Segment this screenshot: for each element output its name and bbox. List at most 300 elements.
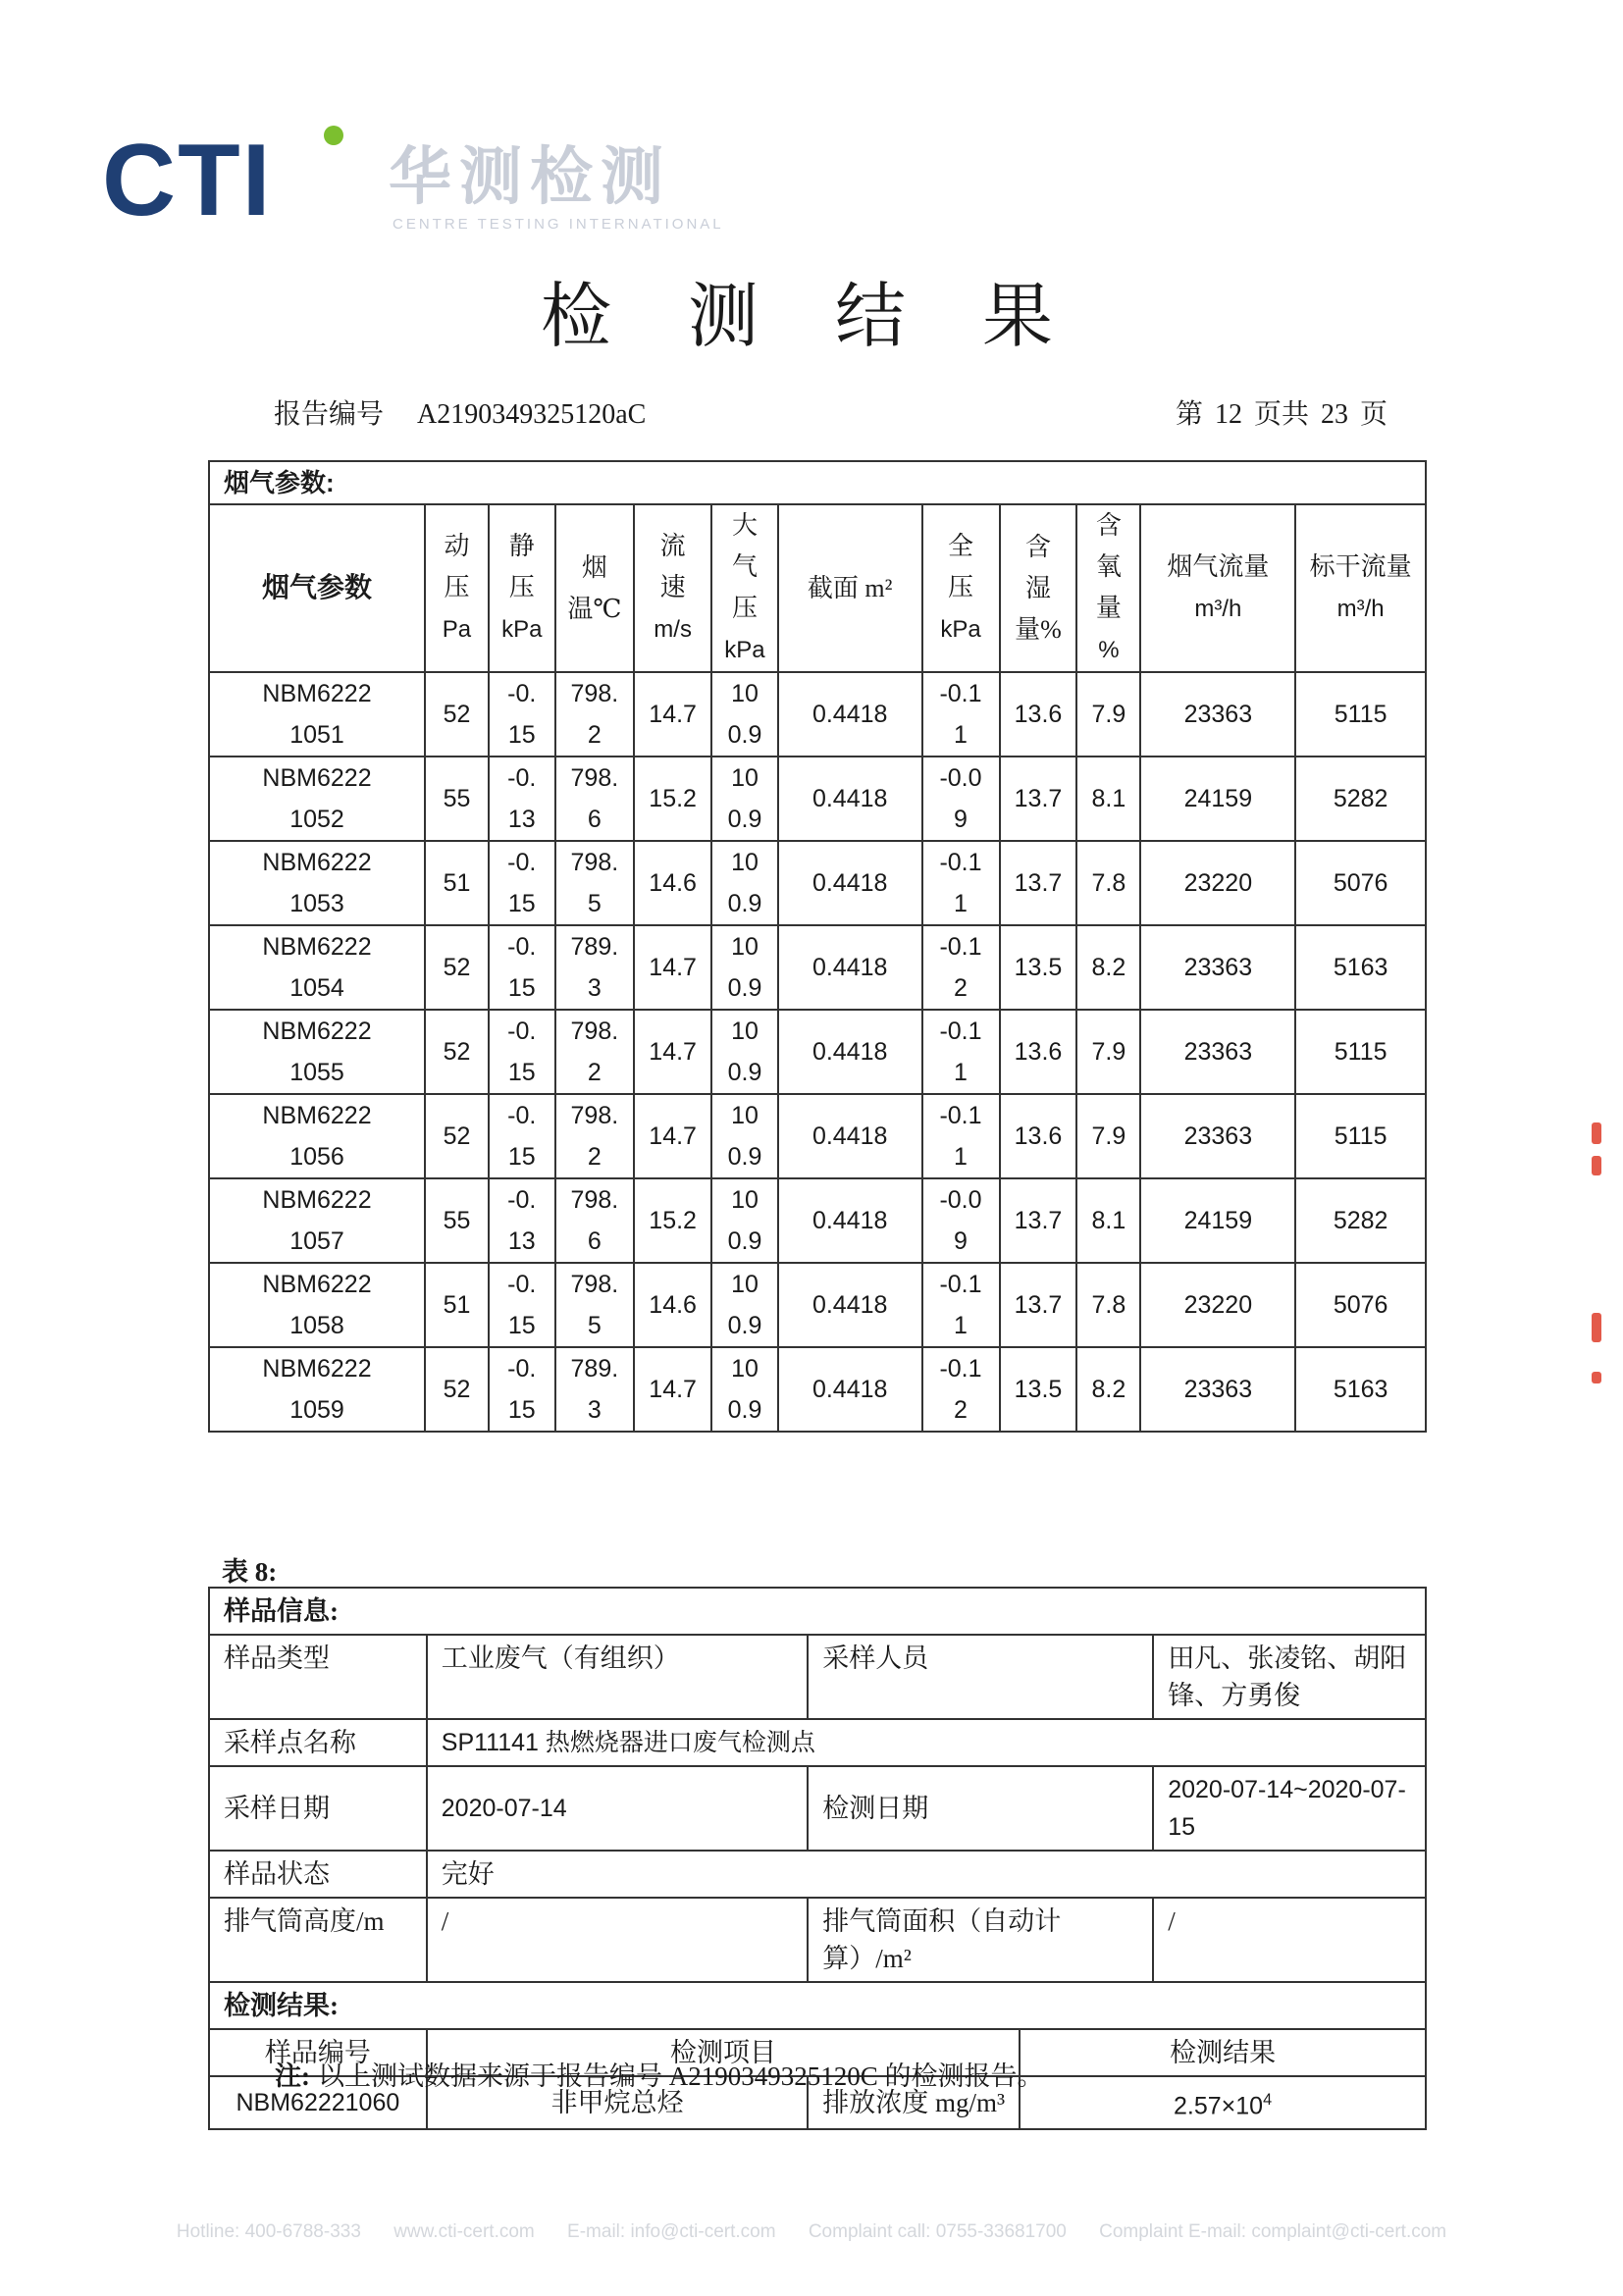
sample-state-row	[209, 1851, 1426, 1898]
col-header-temp	[555, 504, 635, 672]
cell-flow: 23363	[1140, 672, 1295, 757]
cell-temp	[555, 672, 635, 757]
cell-atm	[711, 1094, 778, 1178]
cell-humid: 13.6	[1000, 1094, 1077, 1178]
col-header-std	[1295, 504, 1426, 672]
page-number	[1170, 392, 1393, 432]
cell-id	[209, 757, 425, 841]
table-row	[209, 1347, 1426, 1432]
cell-text: 15	[507, 1312, 536, 1339]
cell-text: 6	[587, 1227, 602, 1255]
hdr-text: 烟	[581, 552, 607, 582]
cell-humid: 13.6	[1000, 1010, 1077, 1094]
cell-text: NBM6222	[262, 1186, 372, 1214]
seal-edge-mark	[1592, 1156, 1601, 1175]
sampler-value: 田凡、张凌铭、胡阳锋、方勇俊	[1153, 1635, 1426, 1719]
footer-email: E-mail: info@cti-cert.com	[567, 2221, 776, 2242]
cell-text: 10	[731, 1355, 759, 1383]
cell-text: 0.9	[727, 1143, 762, 1171]
cell-humid: 13.7	[1000, 1263, 1077, 1347]
cell-area: 0.4418	[778, 925, 922, 1010]
logo-english: CENTRE TESTING INTERNATIONAL	[393, 216, 724, 233]
page-title: 检 测 结 果	[540, 278, 1082, 356]
sampler-label: 采样人员	[808, 1635, 1153, 1719]
cell-dyn: 51	[425, 841, 489, 925]
hdr-unit: kPa	[940, 616, 981, 643]
cell-text: -0.	[507, 1271, 537, 1298]
hdr-unit: m³/h	[1194, 596, 1242, 622]
hdr-text: 压	[731, 594, 758, 622]
cell-stat	[489, 1347, 555, 1432]
table-row	[209, 672, 1426, 757]
cell-text: NBM6222	[262, 849, 372, 876]
hdr-text: 静	[508, 532, 535, 560]
cell-text: -0.	[507, 1018, 537, 1045]
cell-area: 0.4418	[778, 1094, 922, 1178]
cell-std: 5282	[1295, 757, 1426, 841]
cell-area: 0.4418	[778, 1263, 922, 1347]
hdr-text: 湿	[1024, 573, 1051, 602]
cell-id	[209, 1094, 425, 1178]
page-footer	[0, 2221, 1623, 2243]
sample-type-value: 工业废气（有组织）	[427, 1635, 809, 1719]
cell-text: NBM6222	[262, 1271, 372, 1298]
table8-label: 表 8:	[222, 1557, 278, 1587]
hdr-text: 动	[444, 532, 470, 560]
hdr-unit: kPa	[501, 616, 543, 643]
sample-type-row	[209, 1635, 1426, 1719]
cell-text: 15	[507, 890, 536, 917]
sample-state-value: 完好	[427, 1851, 1426, 1898]
cell-text: 15	[507, 1396, 536, 1424]
cell-atm	[711, 925, 778, 1010]
cell-id	[209, 1178, 425, 1263]
footer-complaint-email: Complaint E-mail: complaint@cti-cert.com	[1099, 2221, 1447, 2242]
cell-area: 0.4418	[778, 1010, 922, 1094]
cell-text: 1053	[289, 890, 344, 917]
cell-id	[209, 925, 425, 1010]
col-header-humid	[1000, 504, 1077, 672]
cell-std: 5163	[1295, 925, 1426, 1010]
cell-atm	[711, 757, 778, 841]
cell-text: 1059	[289, 1396, 344, 1424]
cell-text: 3	[587, 1396, 602, 1424]
cell-text: -0.	[507, 1102, 537, 1129]
cell-speed: 14.6	[634, 1263, 711, 1347]
cell-dyn: 55	[425, 757, 489, 841]
cell-atm	[711, 1010, 778, 1094]
col-header-name: 烟气参数	[209, 504, 425, 672]
footer-complaint-call: Complaint call: 0755-33681700	[808, 2221, 1067, 2242]
cell-speed: 14.7	[634, 925, 711, 1010]
stack-area-label: 排气筒面积（自动计算）/m²	[808, 1898, 1153, 1982]
page-suffix: 页	[1360, 399, 1388, 430]
hdr-unit: kPa	[724, 637, 765, 663]
sample-date-value: 2020-07-14	[427, 1766, 809, 1851]
cell-text: 15	[507, 721, 536, 749]
col-header-oxy	[1076, 504, 1140, 672]
hdr-text: 压	[508, 573, 535, 601]
cell-humid: 13.7	[1000, 841, 1077, 925]
cell-text: 2	[587, 1143, 602, 1171]
seal-edge-mark	[1592, 1313, 1601, 1342]
cell-text: 10	[731, 764, 759, 792]
cell-area: 0.4418	[778, 1347, 922, 1432]
cell-area: 0.4418	[778, 1178, 922, 1263]
cell-text: -0.0	[939, 1186, 982, 1214]
table-row	[209, 1178, 1426, 1263]
cell-text: 13	[507, 806, 536, 833]
cell-speed: 14.7	[634, 672, 711, 757]
cell-stat	[489, 925, 555, 1010]
cell-humid: 13.7	[1000, 1178, 1077, 1263]
cell-stat	[489, 1263, 555, 1347]
cell-text: 0.9	[727, 974, 762, 1002]
table-row	[209, 1010, 1426, 1094]
logo-dot-icon	[324, 126, 343, 145]
cell-flow: 24159	[1140, 1178, 1295, 1263]
cell-text: 1	[954, 1059, 968, 1086]
cell-atm	[711, 1347, 778, 1432]
cell-temp	[555, 1010, 635, 1094]
cell-flow: 23220	[1140, 841, 1295, 925]
footer-web: www.cti-cert.com	[393, 2221, 535, 2242]
cell-text: 798.	[570, 1271, 619, 1298]
cell-text: 5	[587, 890, 602, 917]
col-header-total	[922, 504, 1000, 672]
hdr-text: 压	[444, 573, 470, 601]
cell-text: 0.9	[727, 1396, 762, 1424]
cell-id	[209, 1263, 425, 1347]
stack-row	[209, 1898, 1426, 1982]
cell-text: 10	[731, 933, 759, 961]
cell-text: 3	[587, 974, 602, 1002]
cell-text: -0.	[507, 680, 537, 707]
cell-humid: 13.5	[1000, 1347, 1077, 1432]
cell-text: -0.1	[939, 849, 982, 876]
cell-text: 1	[954, 1312, 968, 1339]
cell-text: -0.	[507, 764, 537, 792]
col-header-area: 截面 m²	[778, 504, 922, 672]
cell-text: 1	[954, 1143, 968, 1171]
sample-point-value: SP11141 热燃烧器进口废气检测点	[427, 1719, 1426, 1766]
stack-area-value: /	[1153, 1898, 1426, 1982]
cell-text: 1058	[289, 1312, 344, 1339]
cell-text: -0.	[507, 1355, 537, 1383]
cell-text: 1054	[289, 974, 344, 1002]
logo-chinese: 华测检测	[389, 141, 671, 214]
cell-temp	[555, 1263, 635, 1347]
hdr-text: 量	[1095, 594, 1122, 622]
cell-text: NBM6222	[262, 1102, 372, 1129]
cell-text: 798.	[570, 1018, 619, 1045]
cell-text: 13	[507, 1227, 536, 1255]
sample-info-table	[208, 1587, 1427, 2130]
cell-text: 5	[587, 1312, 602, 1339]
cell-text: 15	[507, 1059, 536, 1086]
cell-id	[209, 841, 425, 925]
cell-text: 10	[731, 1186, 759, 1214]
cell-text: NBM6222	[262, 933, 372, 961]
result-value-base: 2.57×10	[1174, 2092, 1264, 2120]
hdr-unit: Pa	[442, 616, 472, 643]
cell-text: -0.0	[939, 764, 982, 792]
cell-stat	[489, 672, 555, 757]
page-total: 23	[1321, 399, 1349, 430]
hdr-text: 标干流量	[1309, 552, 1412, 581]
col-sample-no: 样品编号	[209, 2029, 427, 2076]
cell-flow: 23363	[1140, 1010, 1295, 1094]
sample-point-label: 采样点名称	[209, 1719, 427, 1766]
cell-atm	[711, 1263, 778, 1347]
cell-total	[922, 925, 1000, 1010]
report-number-label: 报告编号	[274, 399, 385, 430]
cell-dyn: 51	[425, 1263, 489, 1347]
table-row	[209, 841, 1426, 925]
cell-text: 2	[587, 721, 602, 749]
cell-text: -0.	[507, 1186, 537, 1214]
cell-text: 798.	[570, 680, 619, 707]
cell-temp	[555, 1178, 635, 1263]
cell-stat	[489, 841, 555, 925]
page-current: 12	[1215, 399, 1243, 430]
cell-text: 1052	[289, 806, 344, 833]
sample-point-row	[209, 1719, 1426, 1766]
hdr-text: 全	[948, 532, 974, 560]
sample-date-row	[209, 1766, 1426, 1851]
hdr-text: 含	[1024, 532, 1051, 561]
result-value	[1020, 2076, 1426, 2129]
stack-height-value: /	[427, 1898, 809, 1982]
cell-humid: 13.7	[1000, 757, 1077, 841]
cell-text: 0.9	[727, 721, 762, 749]
cell-text: 798.	[570, 1102, 619, 1129]
cell-text: -0.1	[939, 933, 982, 961]
hdr-unit: m³/h	[1336, 596, 1385, 622]
seal-edge-mark	[1592, 1372, 1601, 1383]
cell-text: 1057	[289, 1227, 344, 1255]
hdr-text: 烟气流量	[1167, 552, 1270, 581]
cell-text: 2	[587, 1059, 602, 1086]
cell-dyn: 52	[425, 1347, 489, 1432]
hdr-unit: %	[1098, 637, 1120, 663]
cell-speed: 14.7	[634, 1010, 711, 1094]
cell-text: NBM6222	[262, 764, 372, 792]
cell-stat	[489, 1178, 555, 1263]
cell-text: 10	[731, 849, 759, 876]
page-prefix: 第	[1176, 399, 1204, 430]
result-value-exp: 4	[1263, 2091, 1273, 2109]
cell-speed: 15.2	[634, 757, 711, 841]
stack-height-label: 排气筒高度/m	[209, 1898, 427, 1982]
cell-std: 5076	[1295, 1263, 1426, 1347]
col-header-speed	[634, 504, 711, 672]
hdr-text: 含	[1095, 511, 1122, 540]
cell-stat	[489, 1010, 555, 1094]
cell-atm	[711, 1178, 778, 1263]
cell-std: 5115	[1295, 1010, 1426, 1094]
cell-std: 5115	[1295, 1094, 1426, 1178]
sample-section-title: 样品信息:	[209, 1588, 1426, 1635]
cell-text: 10	[731, 1271, 759, 1298]
result-sample-no: NBM62221060	[209, 2076, 427, 2129]
cell-text: 1051	[289, 721, 344, 749]
col-header-stat	[489, 504, 555, 672]
cell-text: 798.	[570, 849, 619, 876]
cell-humid: 13.6	[1000, 672, 1077, 757]
cell-flow: 23363	[1140, 925, 1295, 1010]
footnote-label: 注:	[275, 2061, 310, 2091]
sample-state-label: 样品状态	[209, 1851, 427, 1898]
cell-total	[922, 1178, 1000, 1263]
cell-text: 789.	[570, 933, 619, 961]
cell-std: 5115	[1295, 672, 1426, 757]
cell-text: 0.9	[727, 1059, 762, 1086]
cell-text: -0.1	[939, 1018, 982, 1045]
cell-temp	[555, 925, 635, 1010]
cell-text: 1056	[289, 1143, 344, 1171]
cell-text: 10	[731, 1102, 759, 1129]
cell-text: 10	[731, 1018, 759, 1045]
hdr-text: 气	[731, 552, 758, 581]
logo-brand: CTI	[102, 124, 273, 237]
cell-oxy: 7.9	[1076, 1010, 1140, 1094]
cell-oxy: 8.2	[1076, 1347, 1140, 1432]
col-header-dyn	[425, 504, 489, 672]
cell-oxy: 8.1	[1076, 1178, 1140, 1263]
cell-id	[209, 672, 425, 757]
cell-text: 1	[954, 721, 968, 749]
cell-text: -0.1	[939, 1271, 982, 1298]
cell-text: 798.	[570, 1186, 619, 1214]
cell-speed: 14.7	[634, 1094, 711, 1178]
test-date-label: 检测日期	[808, 1766, 1153, 1851]
cell-total	[922, 757, 1000, 841]
cell-id	[209, 1347, 425, 1432]
cell-text: -0.1	[939, 680, 982, 707]
cell-oxy: 7.8	[1076, 841, 1140, 925]
cell-std: 5163	[1295, 1347, 1426, 1432]
col-header-flow	[1140, 504, 1295, 672]
cell-stat	[489, 1094, 555, 1178]
cell-std: 5076	[1295, 841, 1426, 925]
footnote-text: 以上测试数据来源于报告编号 A2190349325120C 的检测报告。	[318, 2061, 1044, 2091]
cell-total	[922, 1347, 1000, 1432]
cell-oxy: 8.2	[1076, 925, 1140, 1010]
cell-text: NBM6222	[262, 680, 372, 707]
flue-header-row	[209, 504, 1426, 672]
hdr-text: 温℃	[567, 594, 622, 623]
cell-std: 5282	[1295, 1178, 1426, 1263]
cell-text: 0.9	[727, 890, 762, 917]
cell-area: 0.4418	[778, 757, 922, 841]
cell-oxy: 7.9	[1076, 672, 1140, 757]
seal-edge-mark	[1592, 1122, 1601, 1144]
cell-dyn: 52	[425, 672, 489, 757]
col-test-item: 检测项目	[427, 2029, 1020, 2076]
cell-atm	[711, 841, 778, 925]
col-header-atm	[711, 504, 778, 672]
cell-dyn: 52	[425, 1094, 489, 1178]
cell-oxy: 7.8	[1076, 1263, 1140, 1347]
cell-text: 789.	[570, 1355, 619, 1383]
table-row	[209, 1094, 1426, 1178]
hdr-text: 量%	[1015, 614, 1062, 644]
report-number-value: A2190349325120aC	[417, 399, 647, 430]
page-mid: 页共	[1254, 399, 1310, 430]
hdr-unit: m/s	[654, 616, 692, 643]
table-row	[209, 925, 1426, 1010]
cell-atm	[711, 672, 778, 757]
cell-dyn: 55	[425, 1178, 489, 1263]
flue-gas-table	[208, 460, 1427, 1433]
cell-text: 15	[507, 974, 536, 1002]
cell-text: 1055	[289, 1059, 344, 1086]
cell-text: -0.	[507, 933, 537, 961]
cell-flow: 23220	[1140, 1263, 1295, 1347]
result-item: 非甲烷总烃	[427, 2076, 809, 2129]
cell-text: 10	[731, 680, 759, 707]
table-row	[209, 1263, 1426, 1347]
cell-text: 0.9	[727, 1312, 762, 1339]
hdr-text: 速	[659, 573, 686, 601]
hdr-text: 氧	[1095, 552, 1122, 581]
cell-dyn: 52	[425, 1010, 489, 1094]
cell-dyn: 52	[425, 925, 489, 1010]
cell-temp	[555, 1094, 635, 1178]
flue-table-body	[209, 672, 1426, 1432]
cell-text: 9	[954, 806, 968, 833]
cell-flow: 23363	[1140, 1094, 1295, 1178]
cell-total	[922, 672, 1000, 757]
cell-id	[209, 1010, 425, 1094]
cell-text: -0.1	[939, 1102, 982, 1129]
cell-temp	[555, 1347, 635, 1432]
cell-text: -0.1	[939, 1355, 982, 1383]
cell-humid: 13.5	[1000, 925, 1077, 1010]
cell-text: 1	[954, 890, 968, 917]
cell-oxy: 7.9	[1076, 1094, 1140, 1178]
test-date-value: 2020-07-14~2020-07-15	[1153, 1766, 1426, 1851]
cell-flow: 23363	[1140, 1347, 1295, 1432]
cell-temp	[555, 757, 635, 841]
sample-date-label: 采样日期	[209, 1766, 427, 1851]
cell-text: -0.	[507, 849, 537, 876]
cell-total	[922, 1094, 1000, 1178]
col-test-result: 检测结果	[1020, 2029, 1426, 2076]
flue-section-title: 烟气参数:	[209, 461, 1426, 504]
cell-speed: 15.2	[634, 1178, 711, 1263]
hdr-text: 压	[948, 573, 974, 601]
table-row	[209, 757, 1426, 841]
result-section-title: 检测结果:	[209, 1982, 1426, 2029]
hdr-text: 大	[731, 511, 758, 540]
cell-temp	[555, 841, 635, 925]
cell-text: 0.9	[727, 1227, 762, 1255]
cell-text: 2	[954, 974, 968, 1002]
cell-speed: 14.6	[634, 841, 711, 925]
cell-text: 798.	[570, 764, 619, 792]
cell-total	[922, 841, 1000, 925]
cell-text: NBM6222	[262, 1018, 372, 1045]
cell-total	[922, 1010, 1000, 1094]
report-number	[274, 392, 646, 432]
result-unit: 排放浓度 mg/m³	[808, 2076, 1020, 2129]
cell-flow: 24159	[1140, 757, 1295, 841]
cell-text: 2	[954, 1396, 968, 1424]
cell-text: 15	[507, 1143, 536, 1171]
cell-total	[922, 1263, 1000, 1347]
